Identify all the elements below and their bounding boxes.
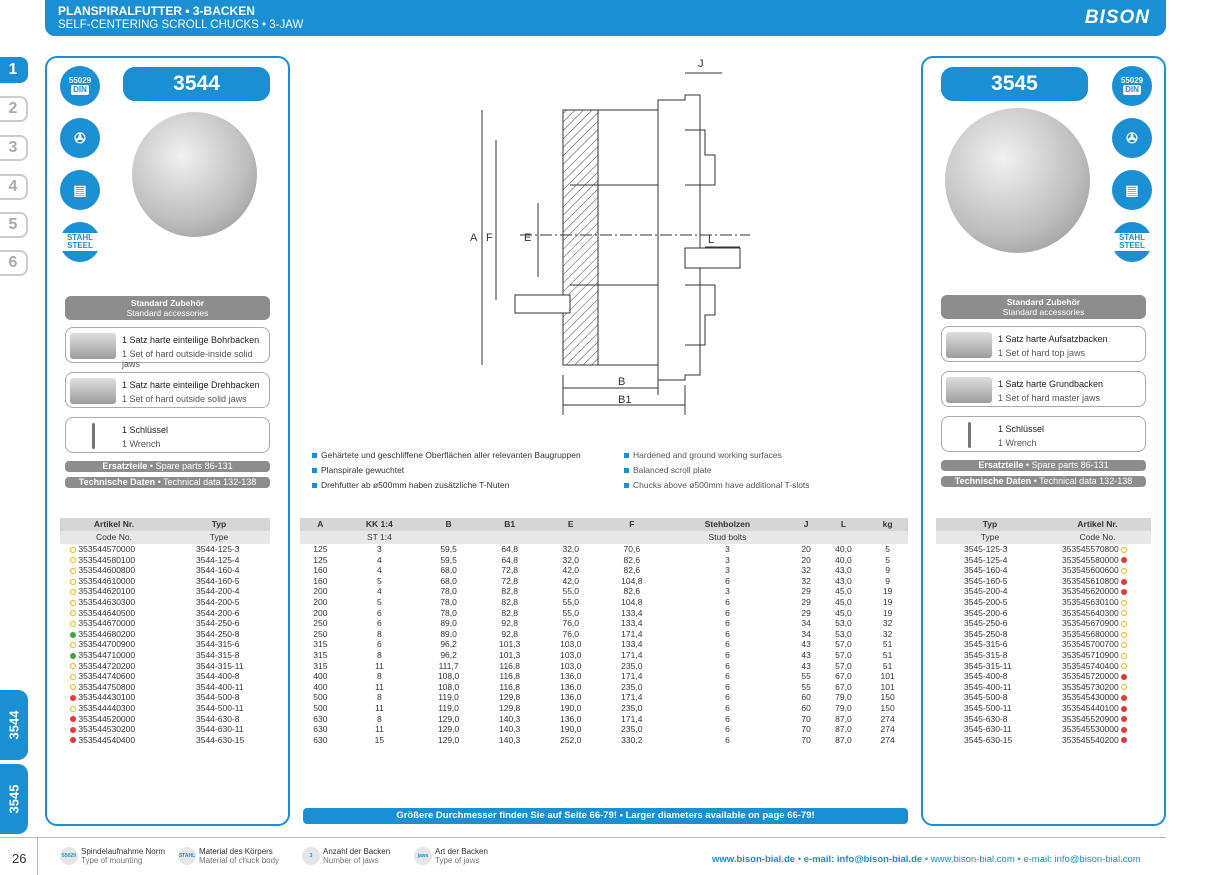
page-header: [45, 0, 1166, 36]
table-row: 630 15 129,0 140,3 252,0 330,2 6 70 87,0 274: [313, 734, 895, 745]
table-row: 353544540400 3544-630-15: [60, 735, 270, 746]
availability-dot: [70, 653, 76, 659]
availability-dot: [70, 589, 76, 595]
table-row: 353544430100 3544-500-8: [60, 692, 270, 703]
feature-item: Planspirale gewuchtet: [312, 463, 581, 478]
availability-dot: [70, 579, 76, 585]
column-header: J: [793, 518, 820, 531]
availability-dot: [70, 557, 76, 563]
table-row: 353544630300 3544-200-5: [60, 597, 270, 608]
column-subheader: [820, 531, 868, 544]
availability-dot: [70, 642, 76, 648]
table-row: 353544680200 3544-250-8: [60, 629, 270, 640]
tab-6[interactable]: 6: [0, 250, 28, 276]
table-row: 353544620100 3544-200-4: [60, 586, 270, 597]
table-row: 3545-500-11 353545440100: [936, 703, 1151, 714]
availability-dot: [1121, 632, 1127, 638]
table-row: 353544740600 3544-400-8: [60, 671, 270, 682]
acc-item-master-jaws: 1 Satz harte Grundbacken 1 Set of hard master jaws: [941, 371, 1146, 407]
dim-label-e: E: [524, 232, 532, 244]
features-en: [624, 448, 810, 493]
table-row: 3545-200-5 353545630100: [936, 597, 1151, 608]
table-row: 200 4 78,0 82,8 55,0 82,6 3 29 45,0 19: [313, 586, 893, 597]
table-row: 3545-500-8 353545430000: [936, 692, 1151, 703]
table-row: 160 4 68,0 72,8 42,0 82,6 3 32 43,0 9: [313, 565, 890, 576]
spare-parts-strip[interactable]: Ersatzteile • Spare parts 86-131: [941, 460, 1146, 471]
table-row: 315 6 96,2 101,3 103,0 133,4 6 43 57,0 51: [313, 639, 893, 650]
availability-dot: [1121, 547, 1127, 553]
availability-dot: [1121, 642, 1127, 648]
acc-item-top-jaws: 1 Satz harte Aufsatzbacken 1 Set of hard top jaws: [941, 326, 1146, 362]
email-com-link[interactable]: e-mail: info@bison-bial.com: [1023, 854, 1141, 865]
legend-mounting: 55029 Spindelaufnahme Norm Type of mounting: [60, 847, 165, 865]
feature-item: Drehfutter ab ø500mm haben zusätzliche T-Nuten: [312, 478, 581, 493]
jaw-type-icon: ▤: [60, 170, 100, 210]
table-row: 3545-315-8 353545710900: [936, 650, 1151, 661]
table-row: 3545-315-11 353545740400: [936, 661, 1151, 672]
table-row: 3545-125-4 353545580000: [936, 555, 1151, 566]
jaw-type-icon: ▤: [1112, 170, 1152, 210]
table-row: 353544530200 3544-630-11: [60, 724, 270, 735]
table-row: 353544570000 3544-125-3: [60, 544, 270, 555]
feature-item: Gehärtete und geschliffene Oberflächen aller relevanten Baugruppen: [312, 448, 581, 463]
availability-dot: [1121, 674, 1127, 680]
column-header: E: [540, 518, 601, 531]
column-header: kg: [867, 518, 908, 531]
availability-dot: [1121, 706, 1127, 712]
table-row: 353544720200 3544-315-11: [60, 661, 270, 672]
column-subheader: [418, 531, 479, 544]
acc-item-wrench: 1 Schlüssel 1 Wrench: [65, 417, 270, 453]
table-row: 3545-315-6 353545700700: [936, 639, 1151, 650]
table-row: 200 5 78,0 82,8 55,0 104,8 6 29 45,0 19: [313, 596, 893, 607]
dim-label-b1: B1: [618, 394, 632, 406]
table-row: 630 11 129,0 140,3 190,0 235,0 6 70 87,0 274: [313, 724, 895, 735]
steel-badge-icon: STAHL STEEL: [1112, 222, 1152, 262]
table-row: 353544670000 3544-250-6: [60, 618, 270, 629]
availability-dot: [1121, 653, 1127, 659]
table-row: 3545-250-6 353545670900: [936, 618, 1151, 629]
column-header: KK 1:4: [341, 518, 418, 531]
table-row: 353544640500 3544-200-6: [60, 608, 270, 619]
availability-dot: [70, 610, 76, 616]
footer-contacts: www.bison-bial.de • e-mail: info@bison-bial.de • www.bison-bial.com • e-mail: info@bison-bial.com: [712, 854, 1141, 865]
feature-item: Hardened and ground working surfaces: [624, 448, 810, 463]
jaws-icon: [70, 378, 116, 404]
table-row: 3545-160-4 353545600600: [936, 565, 1151, 576]
column-header: F: [601, 518, 662, 531]
availability-dot: [1121, 621, 1127, 627]
availability-dot: [1121, 695, 1127, 701]
jaws-icon: [946, 377, 992, 403]
din-badge-icon: 55029 DIN: [60, 66, 100, 106]
three-jaw-icon: 3: [302, 847, 320, 865]
availability-dot: [70, 716, 76, 722]
acc-item-turn-jaws: 1 Satz harte einteilige Drehbacken 1 Set of hard outside solid jaws: [65, 372, 270, 408]
table-row: 400 8 108,0 116,8 136,0 171,4 6 55 67,0 101: [313, 671, 895, 682]
table-row: 353544750800 3544-400-11: [60, 682, 270, 693]
table-row: 125 3 59,5 64,8 32,0 70,6 3 20 40,0 5: [313, 544, 890, 554]
table-row: 3545-160-5 353545610800: [936, 576, 1151, 587]
email-de-link[interactable]: e-mail: info@bison-bial.de: [803, 854, 923, 865]
tab-1[interactable]: 1: [0, 57, 28, 83]
availability-dot: [70, 600, 76, 606]
table-row: 500 11 119,0 129,8 190,0 235,0 6 60 79,0 150: [313, 702, 895, 713]
column-header: B1: [479, 518, 540, 531]
table-row: 200 6 78,0 82,8 55,0 133,4 6 29 45,0 19: [313, 607, 893, 618]
technical-data-strip[interactable]: Technische Daten • Technical data 132-138: [941, 476, 1146, 487]
table-row: 500 8 119,0 129,8 136,0 171,4 6 60 79,0 150: [313, 692, 895, 703]
vtab-3544[interactable]: 3544: [0, 690, 28, 760]
availability-dot: [1121, 716, 1127, 722]
dim-label-j: J: [698, 58, 704, 70]
acc-item-wrench: 1 Schlüssel 1 Wrench: [941, 416, 1146, 452]
table-row: 160 5 68,0 72,8 42,0 104,8 6 32 43,0 9: [313, 575, 890, 586]
table-row: 353544520000 3544-630-8: [60, 714, 270, 725]
table-row: 3545-630-15 353545540200: [936, 735, 1151, 746]
table-row: 315 11 111,7 116,8 103,0 235,0 6 43 57,0 51: [313, 660, 893, 671]
availability-dot: [1121, 684, 1127, 690]
availability-dot: [1121, 579, 1127, 585]
availability-dot: [1121, 663, 1127, 669]
std-accessories-bar: Standard Zubehör Standard accessories: [941, 295, 1146, 319]
table-row: 315 8 96,2 101,3 103,0 171,4 6 43 57,0 51: [313, 649, 893, 660]
din-badge-icon: 55029 DIN: [1112, 66, 1152, 106]
chuck-photo-3545: [945, 108, 1090, 253]
table-row: 3545-400-8 353545720000: [936, 671, 1151, 682]
website-com-link[interactable]: www.bison-bial.com: [930, 854, 1015, 865]
larger-diameters-note[interactable]: Größere Durchmesser finden Sie auf Seite 66-79! • Larger diameters available on page 66-79!: [303, 808, 908, 824]
availability-dot: [70, 674, 76, 680]
table-row: 353544600800 3544-160-4: [60, 565, 270, 576]
availability-dot: [1121, 600, 1127, 606]
three-jaw-icon: ✇: [60, 118, 100, 158]
footer-divider: [37, 837, 38, 875]
availability-dot: [70, 621, 76, 627]
availability-dot: [70, 706, 76, 712]
table-row: 250 6 89,0 92,8 76,0 133,4 6 34 53,0 32: [313, 618, 893, 629]
dim-label-l: L: [708, 234, 715, 246]
tab-2[interactable]: 2: [0, 96, 28, 122]
availability-dot: [1121, 737, 1127, 743]
jaws-icon: [946, 332, 992, 358]
table-row: 400 11 108,0 116,8 136,0 235,0 6 55 67,0 101: [313, 681, 895, 692]
tab-4[interactable]: 4: [0, 174, 28, 200]
tab-3[interactable]: 3: [0, 135, 28, 161]
availability-dot: [70, 684, 76, 690]
availability-dot: [1121, 727, 1127, 733]
column-header: Stehbolzen: [662, 518, 792, 531]
availability-dot: [70, 547, 76, 553]
column-subheader: [540, 531, 601, 544]
availability-dot: [70, 568, 76, 574]
footer-divider: [0, 837, 1166, 838]
three-jaw-icon: ✇: [1112, 118, 1152, 158]
website-de-link[interactable]: www.bison-bial.de: [712, 854, 796, 865]
tab-5[interactable]: 5: [0, 212, 28, 238]
table-row: 3545-125-3 353545570800: [936, 544, 1151, 555]
jaws-icon: [70, 333, 116, 359]
availability-dot: [70, 663, 76, 669]
availability-dot: [1121, 610, 1127, 616]
acc-item-bore-jaws: 1 Satz harte einteilige Bohrbacken 1 Set of hard outside-inside solid jaws: [65, 327, 270, 363]
chuck-photo-3544: [132, 112, 257, 237]
dim-label-f: F: [486, 232, 493, 244]
availability-dot: [1121, 589, 1127, 595]
spare-parts-strip[interactable]: Ersatzteile • Spare parts 86-131: [65, 461, 270, 472]
features-de: [312, 448, 581, 493]
din-badge-icon: 55029: [60, 847, 78, 865]
dim-label-b: B: [618, 376, 626, 388]
dim-label-a: A: [470, 232, 478, 244]
wrench-icon: [968, 422, 971, 448]
table-row: 353544440300 3544-500-11: [60, 703, 270, 714]
legend-material: STAHL Material des Körpers Material of chuck body: [178, 847, 280, 865]
model-3545: 3545: [941, 67, 1088, 101]
table-row: 3545-200-4 353545620000: [936, 586, 1151, 597]
table-row: 353544610000 3544-160-5: [60, 576, 270, 587]
availability-dot: [70, 632, 76, 638]
column-subheader: [793, 531, 820, 544]
wrench-icon: [92, 423, 95, 449]
availability-dot: [70, 737, 76, 743]
feature-item: Chucks above ø500mm have additional T-slots: [624, 478, 810, 493]
model-3544: 3544: [123, 67, 270, 101]
availability-dot: [70, 695, 76, 701]
column-header: A: [300, 518, 341, 531]
table-row: 125 4 59,5 64,8 32,0 82,6 3 20 40,0 5: [313, 554, 890, 565]
table-row: 630 8 129,0 140,3 136,0 171,4 6 70 87,0 274: [313, 713, 895, 724]
availability-dot: [1121, 557, 1127, 563]
steel-badge-icon: STAHL: [178, 847, 196, 865]
left-code-table: Artikel Nr. Typ Code No. Type 353544570000 3544-125-3 353544580100 3544-125-4 353544600800 3544-160-4 353544610000 3544-160-5 353544620100 3544-200-4 353544630300 3544-200-5 353544640500 3544-200-6 353544670000 3544-250-6 353544680200 3544-250-8 353544700900 3544-315-6 353544710000 3544-315-8 353544720200 3544-315-11 353544740600 3544-400-8 353544750800 3544-400-11 353544430100 3544-500-8 353544440300 3544-500-11 353544520000 3544-630-8 353544530200 3544-630-11 353544540400 3544-630-15: [60, 518, 270, 745]
dimensions-table: [300, 518, 908, 745]
table-row: 250 8 89,0 92,8 76,0 171,4 6 34 53,0 32: [313, 628, 893, 639]
feature-item: Balanced scroll plate: [624, 463, 810, 478]
column-subheader: [479, 531, 540, 544]
table-row: 353544580100 3544-125-4: [60, 555, 270, 566]
table-row: 353544710000 3544-315-8: [60, 650, 270, 661]
table-row: 353544700900 3544-315-6: [60, 639, 270, 650]
legend-jaw-count: 3 Anzahl der Backen Number of jaws: [302, 847, 390, 865]
table-row: 3545-400-11 353545730200: [936, 682, 1151, 693]
column-header: B: [418, 518, 479, 531]
column-header: L: [820, 518, 868, 531]
table-row: 3545-250-8 353545680000: [936, 629, 1151, 640]
technical-data-strip[interactable]: Technische Daten • Technical data 132-138: [65, 477, 270, 488]
bison-logo: BISON: [1084, 7, 1150, 28]
availability-dot: [70, 727, 76, 733]
jaw-type-icon: jaws: [414, 847, 432, 865]
table-row: 3545-630-11 353545530000: [936, 724, 1151, 735]
right-code-table: Typ Artikel Nr. Type Code No. 3545-125-3 353545570800 3545-125-4 353545580000 3545-160-4 353545600600 3545-160-5 353545610800 3545-200-4 353545620000 3545-200-5 353545630100 3545-200-6 353545640300 3545-250-6 353545670900 3545-250-8 353545680000 3545-315-6 353545700700 3545-315-8 353545710900 3545-315-11 353545740400 3545-400-8 353545720000 3545-400-11 353545730200 3545-500-8 353545430000 3545-500-11 353545440100 3545-630-8 353545520900 3545-630-11 353545530000 3545-630-15 353545540200: [936, 518, 1151, 745]
column-subheader: ST 1:4: [341, 531, 418, 544]
legend-jaw-type: jaws Art der Backen Type of jaws: [414, 847, 488, 865]
title-en: SELF-CENTERING SCROLL CHUCKS • 3-JAW: [58, 19, 304, 31]
column-subheader: [300, 531, 341, 544]
column-subheader: Stud bolts: [662, 531, 792, 544]
vtab-3545[interactable]: 3545: [0, 764, 28, 834]
technical-drawing: [460, 55, 760, 425]
steel-badge-icon: STAHL STEEL: [60, 222, 100, 262]
title-de: PLANSPIRALFUTTER • 3-BACKEN: [58, 4, 255, 18]
page-number: 26: [12, 851, 27, 866]
std-accessories-bar: Standard Zubehör Standard accessories: [65, 296, 270, 320]
table-row: 3545-630-8 353545520900: [936, 714, 1151, 725]
column-subheader: [601, 531, 662, 544]
table-row: 3545-200-6 353545640300: [936, 608, 1151, 619]
availability-dot: [1121, 568, 1127, 574]
column-subheader: [867, 531, 908, 544]
